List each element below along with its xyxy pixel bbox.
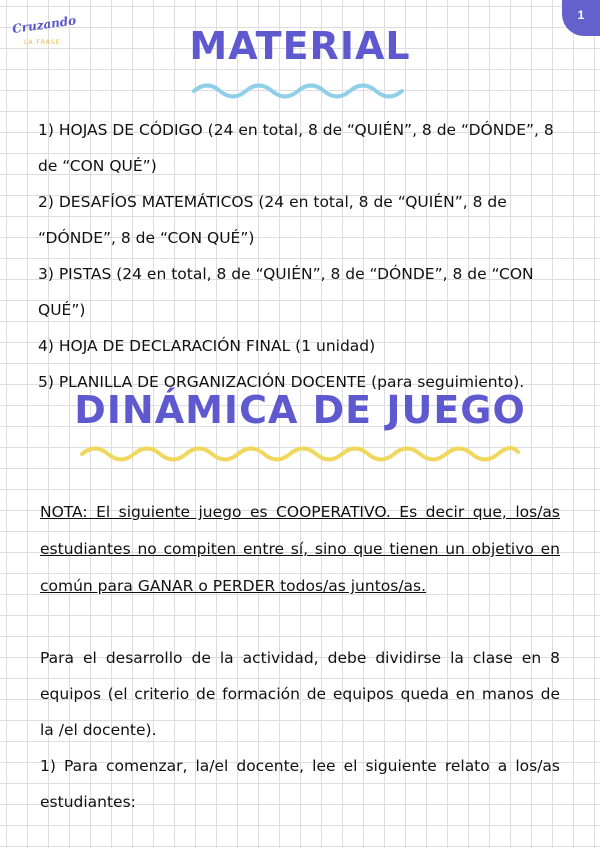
paragraph-teams: Para el desarrollo de la actividad, debe dividirse la clase en 8 equipos (el criterio de formación de equipos queda en manos de la /el docente). bbox=[40, 649, 560, 739]
material-list bbox=[38, 112, 568, 400]
material-heading: MATERIAL bbox=[189, 24, 411, 68]
material-item: 1) HOJAS DE CÓDIGO (24 en total, 8 de “QUIÉN”, 8 de “DÓNDE”, 8 de “CON QUÉ”) bbox=[38, 121, 554, 175]
paragraph-start: 1) Para comenzar, la/el docente, lee el siguiente relato a los/as estudiantes: bbox=[40, 757, 560, 811]
blue-wave-divider bbox=[190, 78, 410, 100]
material-item: 2) DESAFÍOS MATEMÁTICOS (24 en total, 8 de “QUIÉN”, 8 de “DÓNDE”, 8 de “CON QUÉ”) bbox=[38, 193, 507, 247]
material-item: 4) HOJA DE DECLARACIÓN FINAL (1 unidad) bbox=[38, 337, 376, 355]
material-item: 5) PLANILLA DE ORGANIZACIÓN DOCENTE (para seguimiento). bbox=[38, 373, 525, 391]
dinamica-heading: DINÁMICA DE JUEGO bbox=[74, 388, 526, 432]
logo-subtitle: LA FRASE bbox=[24, 39, 61, 46]
page-number-badge: 1 bbox=[562, 0, 600, 36]
logo-script: Cruzando bbox=[11, 13, 77, 37]
material-item: 3) PISTAS (24 en total, 8 de “QUIÉN”, 8 de “DÓNDE”, 8 de “CON QUÉ”) bbox=[38, 265, 534, 319]
cooperative-note: NOTA: El siguiente juego es COOPERATIVO. Es decir que, los/as estudiantes no compiten entre sí, sino que tienen un objetivo en común para GANAR o PERDER todos/as juntos/as. bbox=[40, 503, 560, 595]
yellow-wave-divider bbox=[78, 440, 522, 464]
